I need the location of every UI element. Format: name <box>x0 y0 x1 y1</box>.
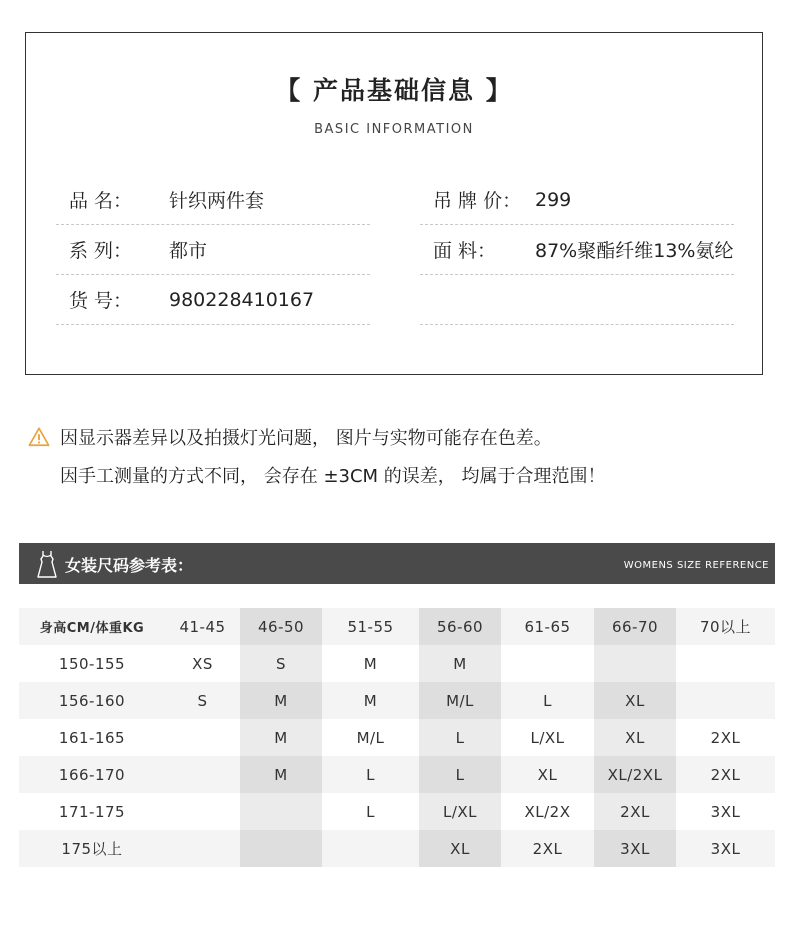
table-cell: L/XL <box>419 793 501 830</box>
info-title: 【 产品基础信息 】 <box>275 76 513 105</box>
column-header: 41-45 <box>165 608 240 645</box>
info-label: 货 号： <box>69 290 133 312</box>
table-cell <box>676 682 775 719</box>
column-header: 身高CM/体重KG <box>19 608 165 645</box>
table-cell: XL/2XL <box>594 756 676 793</box>
info-value: 980228410167 <box>169 288 315 311</box>
table-cell <box>676 645 775 682</box>
table-cell: L <box>322 756 419 793</box>
table-cell: 3XL <box>676 830 775 867</box>
column-header: 70以上 <box>676 608 775 645</box>
table-cell <box>165 793 240 830</box>
table-cell: 2XL <box>501 830 594 867</box>
info-value: 87%聚酯纤维13%氨纶 <box>535 240 734 262</box>
column-header: 51-55 <box>322 608 419 645</box>
table-cell <box>322 830 419 867</box>
table-cell: M <box>322 682 419 719</box>
info-label: 品 名： <box>69 190 133 212</box>
table-cell: M <box>419 645 501 682</box>
table-cell: 175以上 <box>19 830 165 867</box>
table-cell: 171-175 <box>19 793 165 830</box>
table-header-row <box>19 608 775 645</box>
table-cell: L <box>419 756 501 793</box>
size-chart-subtitle: WOMENS SIZE REFERENCE <box>623 560 769 571</box>
column-header: 66-70 <box>594 608 676 645</box>
table-cell: 166-170 <box>19 756 165 793</box>
color-difference-notice <box>28 418 606 494</box>
table-cell: M <box>240 682 322 719</box>
info-label: 系 列： <box>69 240 133 262</box>
table-cell <box>165 756 240 793</box>
info-value: 299 <box>535 188 572 211</box>
table-row <box>19 793 775 830</box>
table-cell: M <box>240 719 322 756</box>
info-row-price <box>420 175 734 225</box>
column-header: 61-65 <box>501 608 594 645</box>
info-label: 吊 牌 价： <box>433 190 522 212</box>
table-cell: XL <box>594 719 676 756</box>
table-cell: S <box>240 645 322 682</box>
info-value: 针织两件套 <box>169 190 265 212</box>
info-row-empty <box>420 275 734 325</box>
table-row <box>19 756 775 793</box>
notice-line-1 <box>28 418 606 456</box>
table-row <box>19 830 775 867</box>
table-cell <box>240 830 322 867</box>
table-cell <box>594 645 676 682</box>
table-cell: XL <box>501 756 594 793</box>
info-label: 面 料： <box>433 240 497 262</box>
table-cell: L/XL <box>501 719 594 756</box>
table-cell <box>240 793 322 830</box>
table-cell: XS <box>165 645 240 682</box>
info-row-name <box>56 175 370 225</box>
size-chart-table <box>19 608 775 867</box>
info-value: 都市 <box>169 240 208 262</box>
table-cell: S <box>165 682 240 719</box>
column-header: 46-50 <box>240 608 322 645</box>
notice-text-1: 因显示器差异以及拍摄灯光问题， 图片与实物可能存在色差。 <box>60 428 552 449</box>
warning-triangle-icon <box>28 426 50 448</box>
table-cell <box>165 719 240 756</box>
info-row-fabric <box>420 225 734 275</box>
table-cell <box>165 830 240 867</box>
table-cell <box>501 645 594 682</box>
product-info-box <box>25 32 763 375</box>
table-cell: L <box>501 682 594 719</box>
table-cell: M/L <box>322 719 419 756</box>
table-cell: M <box>240 756 322 793</box>
table-cell: 2XL <box>676 756 775 793</box>
info-subtitle: BASIC INFORMATION <box>314 122 474 137</box>
table-row <box>19 682 775 719</box>
table-row <box>19 645 775 682</box>
dress-icon <box>36 550 58 578</box>
table-cell: 150-155 <box>19 645 165 682</box>
notice-line-2 <box>28 456 606 494</box>
table-cell: XL <box>594 682 676 719</box>
column-header: 56-60 <box>419 608 501 645</box>
table-cell: L <box>322 793 419 830</box>
table-cell: 2XL <box>594 793 676 830</box>
table-cell: 3XL <box>594 830 676 867</box>
size-chart-header <box>19 543 775 584</box>
table-cell: 2XL <box>676 719 775 756</box>
size-chart-title: 女装尺码参考表： <box>65 556 194 575</box>
table-cell: L <box>419 719 501 756</box>
table-cell: 3XL <box>676 793 775 830</box>
notice-text-2: 因手工测量的方式不同， 会存在 ±3CM 的误差， 均属于合理范围！ <box>60 466 606 487</box>
info-row-series <box>56 225 370 275</box>
info-row-item-no <box>56 275 370 325</box>
table-cell: 161-165 <box>19 719 165 756</box>
table-cell: 156-160 <box>19 682 165 719</box>
table-cell: M/L <box>419 682 501 719</box>
table-cell: M <box>322 645 419 682</box>
table-row <box>19 719 775 756</box>
table-cell: XL <box>419 830 501 867</box>
table-cell: XL/2X <box>501 793 594 830</box>
